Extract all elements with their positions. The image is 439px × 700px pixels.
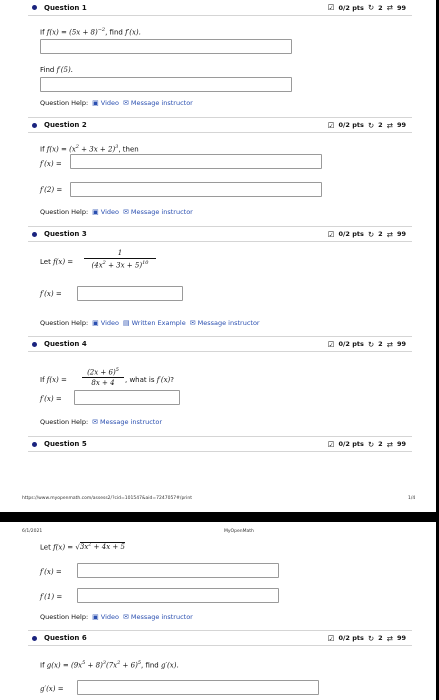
retry-icon: ↻ [367,439,375,449]
question-3-header: Question 3 ☑ 0/2 pts ↻ 2 ⇄ 99 [28,226,412,242]
question-title: Question 1 [44,3,87,12]
question-dot [32,5,37,10]
q5-let: Let $f(x) = √3x^2 + 4x + 5$ [40,542,125,552]
retry-icon: ↻ [367,633,375,643]
score-check-icon: ☑ [327,3,335,12]
retry-icon: ↻ [367,120,375,130]
question-4-header: Question 4 ☑ 0/2 pts ↻ 2 ⇄ 99 [28,336,412,352]
q3-fx-label: f′(x) = [40,290,62,298]
q1-help: Question Help: ▣ Video ✉ Message instructor [40,99,193,107]
question-dot [32,342,37,347]
question-dot [32,123,37,128]
q6-gx-input[interactable] [77,680,319,695]
q1-prompt: If $f(x) = (5x + 8)^{-2}$, find f′(x). [40,27,141,37]
mail-icon: ✉ [92,418,99,426]
attempts-icon: ⇄ [386,339,393,349]
q1-find: Find f′(5). [40,66,73,74]
written-example-link[interactable]: ▤ Written Example [123,319,186,327]
attempts-icon: ⇄ [386,120,393,130]
q2-fx-label: f′(x) = [40,160,62,168]
question-dot [32,232,37,237]
page-break [0,512,439,522]
retries: 2 [378,3,383,12]
print-page-number: 1/4 [408,496,416,501]
q5-fx-input[interactable] [77,563,279,578]
q4-help: Question Help: ✉ Message instructor [40,418,163,426]
retry-icon: ↻ [367,229,375,239]
mail-icon: ✉ [123,613,129,621]
q2-fx-input[interactable] [70,154,322,169]
question-meta [328,3,412,12]
retry-icon: ↻ [367,3,375,12]
video-icon: ▣ [92,208,99,216]
video-link[interactable]: ▣ Video [92,613,119,621]
q3-help: Question Help: ▣ Video ▤ Written Example ✉ Message instructor [40,319,260,327]
video-icon: ▣ [92,319,99,327]
q5-f1-input[interactable] [77,588,279,603]
attempts-icon: ⇄ [386,229,393,239]
attempts-icon: ⇄ [386,3,393,12]
question-6-header: Question 6 ☑ 0/2 pts ↻ 2 ⇄ 99 [28,630,412,646]
q5-f1-label: f′(1) = [40,593,63,601]
score-check-icon: ☑ [327,439,335,449]
points: 0/2 pts [338,3,364,12]
radical-icon: √ [75,543,80,552]
document-icon: ▤ [123,319,130,327]
print-footer-url: https://www.myopenmath.com/assess2/?cid=101547&aid=7247057#/print [22,496,193,501]
message-instructor-link[interactable]: ✉ Message instructor [123,208,193,216]
question-2-header: Question 2 ☑ 0/2 pts ↻ 2 ⇄ 99 [28,117,412,133]
q4-fx-label: f′(x) = [40,395,62,403]
score-check-icon: ☑ [327,229,335,239]
message-instructor-link[interactable]: ✉ Message instructor [123,99,193,107]
print-header-brand: MyOpenMath [224,529,254,534]
score-check-icon: ☑ [327,120,335,130]
q1-answer-input[interactable] [40,39,292,54]
video-link[interactable]: ▣ Video [92,99,119,107]
q2-f2-input[interactable] [70,182,322,197]
mail-icon: ✉ [189,319,196,327]
mail-icon: ✉ [123,208,129,216]
q6-gx-label: g′(x) = [40,685,64,693]
q4-question: , what is f′(x)? [125,376,175,384]
message-instructor-link[interactable]: ✉ Message instructor [92,418,163,426]
q3-fraction: 1 $(4x^2 + 3x + 5)^{10}$ [84,249,156,269]
question-1-header [28,0,412,16]
retry-icon: ↻ [367,339,375,349]
video-link[interactable]: ▣ Video [92,208,119,216]
mail-icon: ✉ [123,99,129,107]
q3-fx-input[interactable] [77,286,183,301]
question-dot [32,442,37,447]
video-icon: ▣ [92,613,99,621]
message-instructor-link[interactable]: ✉ Message instructor [189,319,260,327]
attempts-icon: ⇄ [386,439,393,449]
q3-let: Let f(x) = [40,258,74,266]
video-link[interactable]: ▣ Video [92,319,119,327]
score-check-icon: ☑ [327,339,335,349]
q4-fx-input[interactable] [74,390,180,405]
question-5-header: Question 5 ☑ 0/2 pts ↻ 2 ⇄ 99 [28,436,412,452]
q6-prompt: If $g(x) = (9x^5 + 8)^3(7x^2 + 6)^5$, find g′(x). [40,660,179,670]
q1-find-input[interactable] [40,77,292,92]
question-dot [32,636,37,641]
score-check-icon: ☑ [327,633,335,643]
q4-fraction: $(2x + 6)^5$ 8x + 4 [82,367,124,387]
print-header-date: 6/1/2021 [22,529,43,534]
q2-f2-label: f′(2) = [40,186,63,194]
message-instructor-link[interactable]: ✉ Message instructor [123,613,193,621]
q5-help: Question Help: ▣ Video ✉ Message instructor [40,613,193,621]
q5-fx-label: f′(x) = [40,568,62,576]
video-icon: ▣ [92,99,99,107]
q4-if: If f(x) = [40,376,67,384]
attempts: 99 [396,3,406,12]
q2-help: Question Help: ▣ Video ✉ Message instructor [40,208,193,216]
q2-prompt: If $f(x) = (x^2 + 3x + 2)^3$, then [40,144,139,154]
attempts-icon: ⇄ [386,633,393,643]
